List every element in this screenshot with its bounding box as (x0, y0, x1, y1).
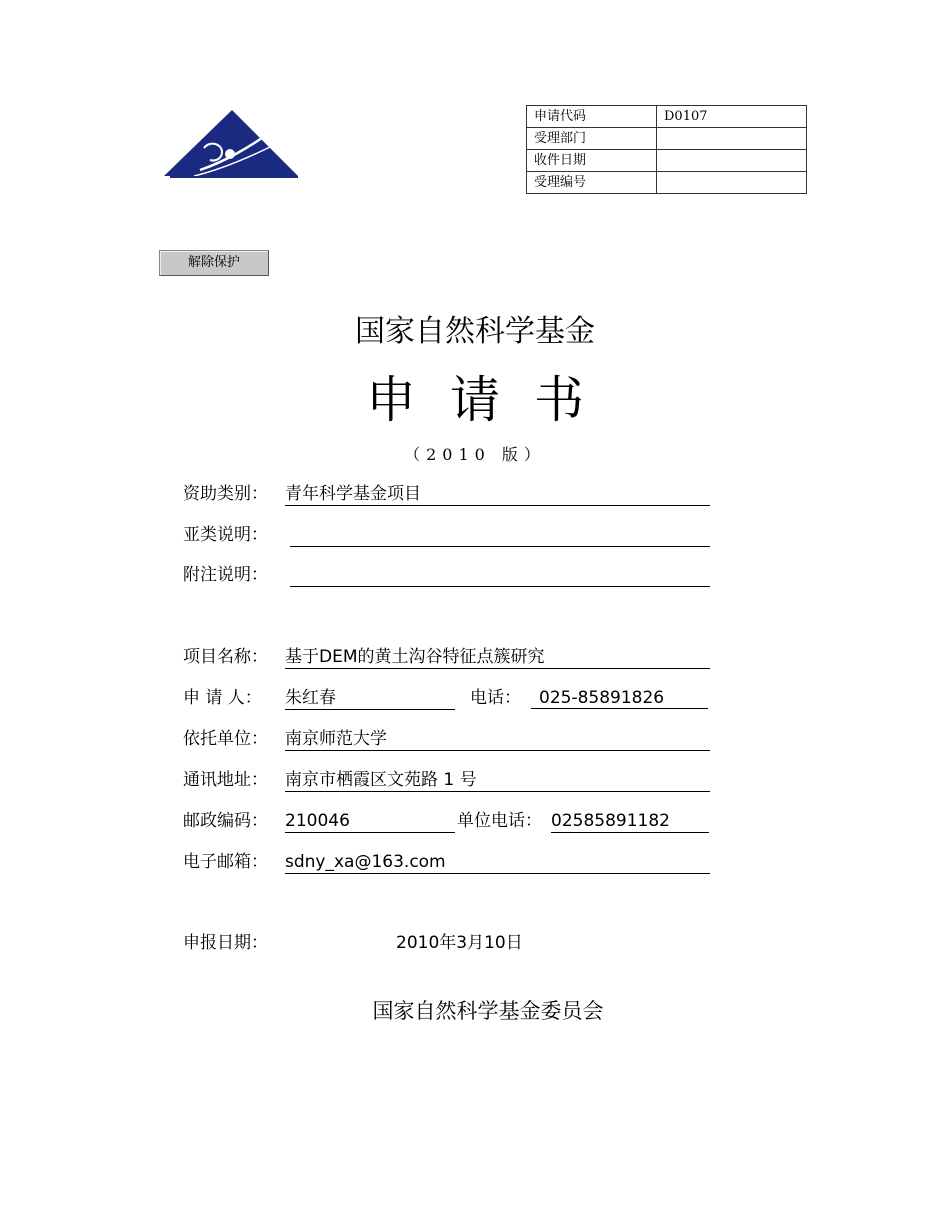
email-field[interactable]: sdny_xa@163.com (285, 849, 710, 874)
table-row (527, 128, 807, 150)
receive-date-label: 收件日期 (527, 150, 657, 172)
dept-label: 受理部门 (527, 128, 657, 150)
funding-type-label: 资助类别： (183, 484, 268, 504)
funding-type-field[interactable]: 青年科学基金项目 (285, 481, 710, 506)
address-label: 通讯地址： (183, 770, 268, 790)
email-label: 电子邮箱： (183, 852, 268, 872)
institution-label: 依托单位： (183, 729, 268, 749)
nsfc-logo (164, 110, 298, 180)
project-name-field[interactable]: 基于DEM的黄土沟谷特征点簇研究 (285, 644, 710, 669)
code-value[interactable]: D0107 (657, 106, 807, 128)
unit-phone-label: 单位电话： (457, 811, 542, 831)
phone-label: 电话： (470, 688, 521, 708)
address-field[interactable]: 南京市栖霞区文苑路 1 号 (285, 767, 710, 792)
project-name-label: 项目名称： (183, 647, 268, 667)
accept-number-label: 受理编号 (527, 172, 657, 194)
applicant-field[interactable]: 朱红春 (285, 685, 455, 710)
table-row (527, 150, 807, 172)
table-row (527, 106, 807, 128)
subtype-field[interactable] (290, 522, 710, 547)
document-title: 申请书 (366, 371, 618, 429)
code-table (526, 105, 807, 194)
edition-label: （2010 版） (404, 445, 546, 464)
unprotect-button[interactable]: 解除保护 (159, 250, 269, 276)
code-label: 申请代码 (527, 106, 657, 128)
note-field[interactable] (290, 562, 710, 587)
postcode-field[interactable]: 210046 (285, 808, 455, 833)
accept-number-value[interactable] (657, 172, 807, 194)
footer-organization: 国家自然科学基金委员会 (372, 999, 604, 1023)
agency-title: 国家自然科学基金 (355, 314, 595, 349)
unit-phone-field[interactable]: 02585891182 (551, 808, 709, 833)
table-row (527, 172, 807, 194)
submit-date-value: 2010年3月10日 (396, 933, 523, 953)
phone-field[interactable]: 025-85891826 (531, 685, 708, 709)
institution-field[interactable]: 南京师范大学 (285, 726, 710, 751)
postcode-label: 邮政编码： (183, 811, 268, 831)
note-label: 附注说明： (183, 565, 268, 585)
receive-date-value[interactable] (657, 150, 807, 172)
applicant-label: 申 请 人： (183, 688, 262, 708)
subtype-label: 亚类说明： (183, 525, 268, 545)
submit-date-label: 申报日期： (183, 933, 268, 953)
dept-value[interactable] (657, 128, 807, 150)
